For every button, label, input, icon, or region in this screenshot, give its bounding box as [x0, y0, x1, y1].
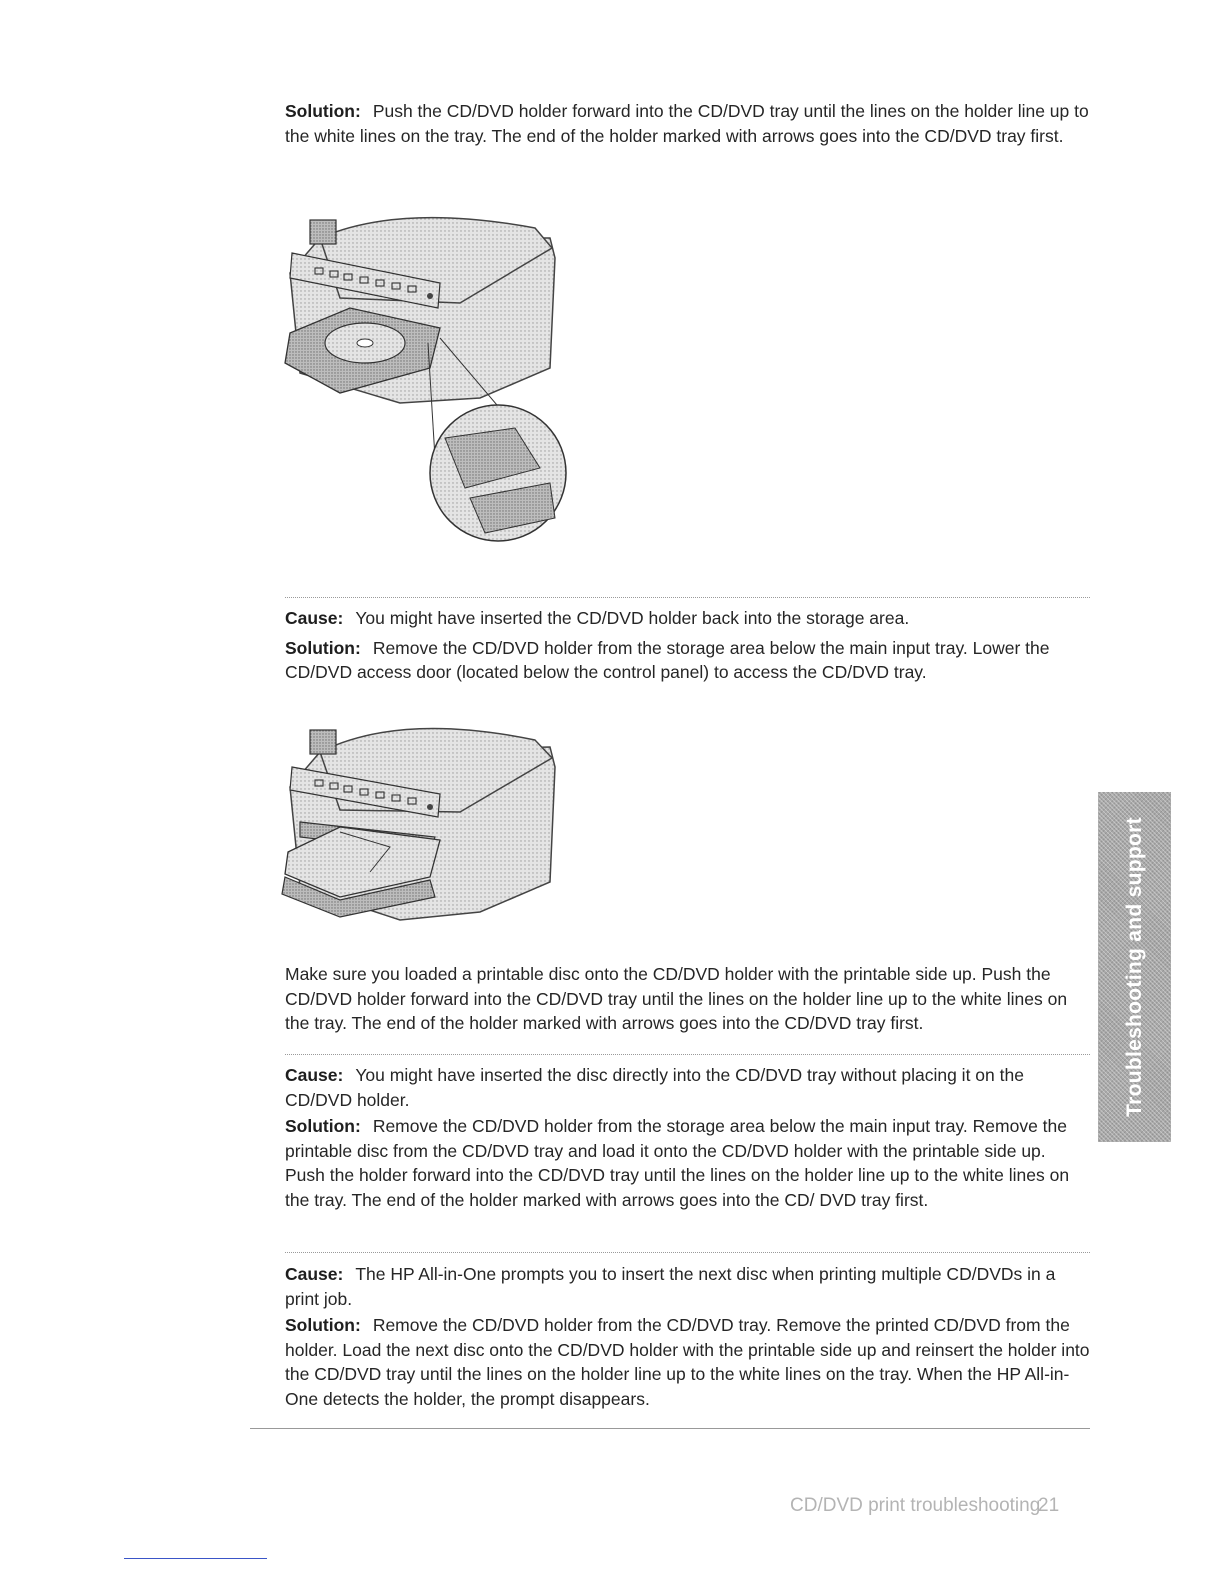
- cause-solution-block-5: [285, 1262, 1090, 1411]
- separator: [285, 597, 1090, 598]
- cause-label: Cause:: [285, 1065, 344, 1085]
- solution-paragraph: [285, 1313, 1090, 1411]
- cause-solution-block-4: [285, 1063, 1090, 1212]
- solution-label: Solution:: [285, 1116, 361, 1136]
- footer-rule: [250, 1428, 1090, 1429]
- bottom-edge-rule: [124, 1558, 267, 1559]
- cause-paragraph: [285, 1262, 1090, 1311]
- solution-text: Remove the CD/DVD holder from the CD/DVD tray. Remove the printed CD/DVD from the holder. Load the next disc onto the CD/DVD holder with the printable side up and reinsert the holder into the CD/DVD tray until the lines on the holder line up to the white lines on the tray. When the HP All-in-One detects the holder, the prompt disappears.: [285, 1315, 1090, 1409]
- solution-text: Push the CD/DVD holder forward into the CD/DVD tray until the lines on the holder line up to the white lines on the tray. The end of the holder marked with arrows goes into the CD/DVD tray first.: [285, 101, 1089, 146]
- instruction-block-3: [285, 962, 1090, 1036]
- solution-label: Solution:: [285, 1315, 361, 1335]
- cause-solution-block-2: [285, 606, 1090, 685]
- solution-text: Remove the CD/DVD holder from the storage area below the main input tray. Remove the printable disc from the CD/DVD tray and load it onto the CD/DVD holder with the printable side up. Push the holder forward into the CD/DVD tray until the lines on the holder line up to the white lines on the tray. The end of the holder marked with arrows goes into the CD/ DVD tray first.: [285, 1116, 1070, 1210]
- cause-text: You might have inserted the disc directly into the CD/DVD tray without placing it on the CD/DVD holder.: [285, 1065, 1024, 1110]
- footer-section-title: CD/DVD print troubleshooting: [790, 1495, 1041, 1516]
- cause-text: You might have inserted the CD/DVD holder back into the storage area.: [355, 608, 910, 628]
- solution-text: Remove the CD/DVD holder from the storage area below the main input tray. Lower the CD/DVD access door (located below the control panel) to access the CD/DVD tray.: [285, 637, 1050, 682]
- cause-paragraph: [285, 606, 1090, 631]
- cause-text: The HP All-in-One prompts you to insert the next disc when printing multiple CD/DVDs in a print job.: [285, 1264, 1056, 1309]
- page-number: 21: [1038, 1495, 1060, 1516]
- chapter-side-tab-label: Troubleshooting and support: [1122, 817, 1146, 1117]
- solution-paragraph: [285, 636, 1090, 685]
- printer-cd-tray-illustration: [280, 198, 580, 555]
- solution-label: Solution:: [285, 637, 361, 658]
- solution-paragraph: [285, 1114, 1090, 1212]
- separator: [285, 1054, 1090, 1055]
- solution-paragraph: [285, 99, 1090, 148]
- solution-block-1: [285, 99, 1090, 148]
- separator: [285, 1252, 1090, 1253]
- instruction-paragraph: Make sure you loaded a printable disc onto the CD/DVD holder with the printable side up. Push the CD/DVD holder forward into the CD/DVD tray until the lines on the holder line up to the white lines on the tray. The end of the holder marked with arrows goes into the CD/DVD tray first.: [285, 964, 1068, 1033]
- chapter-side-tab: [1098, 792, 1171, 1142]
- cause-paragraph: [285, 1063, 1090, 1112]
- cause-label: Cause:: [285, 1264, 344, 1284]
- solution-label: Solution:: [285, 101, 361, 121]
- printer-access-door-illustration: [280, 712, 560, 927]
- cause-label: Cause:: [285, 608, 344, 628]
